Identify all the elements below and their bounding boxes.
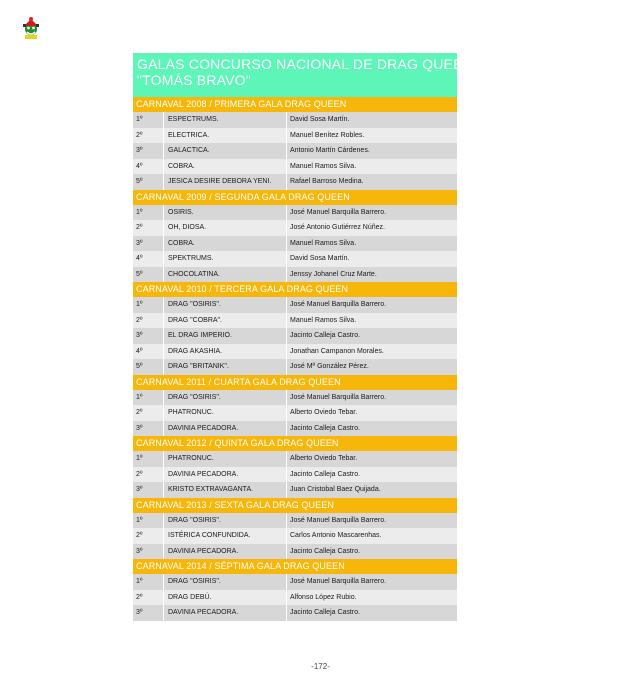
table-row [133, 513, 457, 529]
position-cell: 5º [136, 270, 143, 278]
position-cell: 4º [136, 347, 143, 355]
position-cell: 2º [136, 532, 143, 539]
position-cell: 3º [136, 609, 143, 616]
performer-cell: David Sosa Martín. [290, 255, 350, 262]
position-cell: 3º [136, 147, 143, 154]
table-row [133, 313, 457, 329]
drag-name-cell: DAVINIA PECADORA. [168, 424, 239, 432]
drag-name-cell: PHATRONUC. [168, 455, 214, 462]
table-row [133, 344, 457, 360]
table-row [133, 421, 457, 437]
sections-container [133, 97, 457, 621]
performer-cell: José Mª González Pérez. [290, 363, 369, 370]
table-row [133, 128, 457, 144]
position-cell: 1º [136, 455, 143, 462]
performer-cell: Jacinto Calleja Castro. [290, 332, 361, 339]
drag-name-cell: KRISTO EXTRAVAGANTA. [168, 486, 254, 493]
position-cell: 3º [136, 332, 143, 339]
drag-name-cell: CHOCOLATINA. [168, 270, 220, 278]
drag-name-cell: GALACTICA. [168, 147, 210, 154]
table-row [133, 328, 457, 344]
section-header: CARNAVAL 2012 / QUINTA GALA DRAG QUEEN [133, 436, 457, 451]
drag-name-cell: DRAG "OSIRIS". [168, 301, 221, 308]
position-cell: 1º [136, 516, 143, 524]
performer-cell: Manuel Benítez Robles. [290, 131, 365, 139]
drag-name-cell: DRAG AKASHIA. [168, 347, 223, 355]
performer-cell: Jacinto Calleja Castro. [290, 547, 361, 555]
position-cell: 2º [136, 131, 143, 139]
carnival-mask-icon [20, 16, 42, 42]
position-cell: 4º [136, 255, 143, 262]
performer-cell: David Sosa Martín. [290, 116, 350, 123]
drag-name-cell: DRAG "COBRA". [168, 316, 222, 324]
performer-cell: Alberto Oviedo Tebar. [290, 455, 358, 462]
drag-name-cell: ISTÉRICA CONFUNDIDA. [168, 532, 251, 539]
performer-cell: Alberto Oviedo Tebar. [290, 409, 358, 416]
drag-name-cell: DRAG DEBÚ. [168, 593, 212, 601]
drag-name-cell: PHATRONUC. [168, 409, 214, 416]
position-cell: 1º [136, 208, 143, 216]
position-cell: 2º [136, 224, 143, 231]
performer-cell: José Manuel Barquilla Barrero. [290, 393, 387, 401]
section-header: CARNAVAL 2008 / PRIMERA GALA DRAG QUEEN [133, 97, 457, 112]
performer-cell: José Antonio Gutiérrez Núñez. [290, 224, 385, 231]
performer-cell: Manuel Ramos Silva. [290, 316, 357, 324]
section-header: CARNAVAL 2013 / SEXTA GALA DRAG QUEEN [133, 498, 457, 513]
drag-name-cell: ESPECTRUMS. [168, 116, 219, 123]
page-number: -172- [311, 662, 330, 671]
table-row [133, 267, 457, 283]
position-cell: 1º [136, 116, 143, 123]
performer-cell: Antonio Martín Cárdenes. [290, 147, 370, 154]
performer-cell: José Manuel Barquilla Barrero. [290, 516, 387, 524]
position-cell: 1º [136, 393, 143, 401]
table-row [133, 143, 457, 159]
table-row [133, 112, 457, 128]
position-cell: 1º [136, 578, 143, 585]
drag-name-cell: EL DRAG IMPERIO. [168, 332, 232, 339]
table-row [133, 544, 457, 560]
performer-cell: Manuel Ramos Silva. [290, 162, 357, 170]
drag-name-cell: DAVINIA PECADORA. [168, 470, 239, 478]
table-title [133, 53, 473, 97]
drag-name-cell: COBRA. [168, 239, 195, 247]
drag-name-cell: SPEKTRUMS. [168, 255, 214, 262]
section-header: CARNAVAL 2011 / CUARTA GALA DRAG QUEEN [133, 375, 457, 390]
drag-name-cell: DRAG "OSIRIS". [168, 516, 221, 524]
performer-cell: Jenssy Johanel Cruz Marte. [290, 270, 377, 278]
table-row [133, 405, 457, 421]
drag-name-cell: DAVINIA PECADORA. [168, 547, 239, 555]
performer-cell: José Manuel Barquilla Barrero. [290, 578, 387, 585]
position-cell: 2º [136, 316, 143, 324]
drag-name-cell: DRAG "OSIRIS". [168, 393, 221, 401]
position-cell: 2º [136, 409, 143, 416]
position-cell: 2º [136, 593, 143, 601]
performer-cell: Carlos Antonio Mascarenhas. [290, 532, 382, 539]
performer-cell: José Manuel Barquilla Barrero. [290, 208, 387, 216]
position-cell: 4º [136, 162, 143, 170]
performer-cell: Alfonso López Rubio. [290, 593, 357, 601]
table-row [133, 359, 457, 375]
table-row [133, 205, 457, 221]
position-cell: 3º [136, 547, 143, 555]
position-cell: 3º [136, 486, 143, 493]
table-row [133, 220, 457, 236]
position-cell: 3º [136, 239, 143, 247]
table-row [133, 451, 457, 467]
drag-name-cell: DRAG "BRITANIK". [168, 363, 229, 370]
section-header: CARNAVAL 2009 / SEGUNDA GALA DRAG QUEEN [133, 190, 457, 205]
section-header: CARNAVAL 2014 / SÉPTIMA GALA DRAG QUEEN [133, 559, 457, 574]
performer-cell: Rafael Barroso Medina. [290, 178, 364, 185]
drag-name-cell: ELECTRICA. [168, 131, 210, 139]
performer-cell: José Manuel Barquilla Barrero. [290, 301, 387, 308]
table-row [133, 528, 457, 544]
position-cell: 5º [136, 178, 143, 185]
drag-name-cell: COBRA. [168, 162, 195, 170]
table-row [133, 251, 457, 267]
section-header: CARNAVAL 2010 / TERCERA GALA DRAG QUEEN [133, 282, 457, 297]
performer-cell: Juan Cristobal Baez Quijada. [290, 486, 381, 493]
drag-name-cell: DRAG "OSIRIS". [168, 578, 221, 585]
table-row [133, 482, 457, 498]
drag-name-cell: OSIRIS. [168, 208, 194, 216]
performer-cell: Jacinto Calleja Castro. [290, 609, 361, 616]
performer-cell: Jacinto Calleja Castro. [290, 470, 361, 478]
performer-cell: Jonathan Campanon Morales. [290, 347, 384, 355]
performer-cell: Manuel Ramos Silva. [290, 239, 357, 247]
performer-cell: Jacinto Calleja Castro. [290, 424, 361, 432]
drag-queen-galas-table [133, 53, 473, 621]
table-row [133, 390, 457, 406]
table-row [133, 605, 457, 621]
table-row [133, 590, 457, 606]
position-cell: 1º [136, 301, 143, 308]
position-cell: 5º [136, 363, 143, 370]
drag-name-cell: OH, DIOSA. [168, 224, 207, 231]
drag-name-cell: JESICA DESIRE DEBORA YENI. [168, 178, 272, 185]
title-line-2: "TOMÁS BRAVO" [137, 72, 251, 88]
title-line-1: GALAS CONCURSO NACIONAL DE DRAG QUEEN [137, 56, 473, 72]
table-row [133, 574, 457, 590]
table-row [133, 174, 457, 190]
table-row [133, 297, 457, 313]
table-row [133, 159, 457, 175]
position-cell: 3º [136, 424, 143, 432]
table-row [133, 467, 457, 483]
drag-name-cell: DAVINIA PECADORA. [168, 609, 239, 616]
position-cell: 2º [136, 470, 143, 478]
table-row [133, 236, 457, 252]
